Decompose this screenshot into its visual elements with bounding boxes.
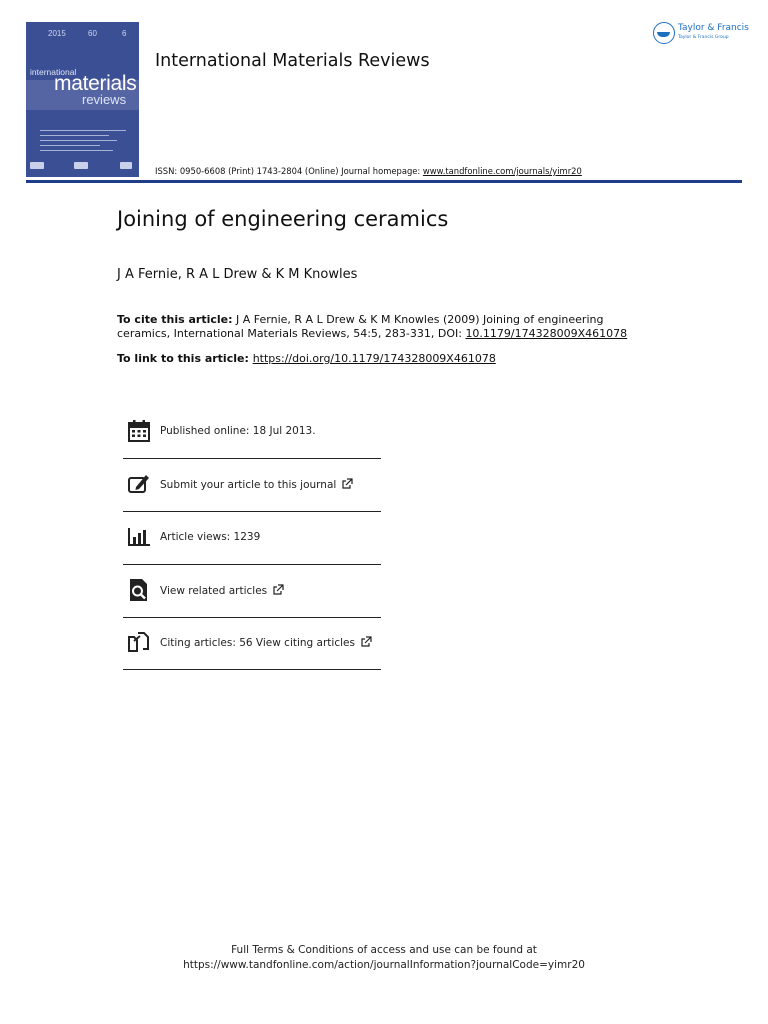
article-link-line [117,352,496,365]
cover-year: 2015 [48,29,66,38]
article-views-item [123,512,381,565]
publisher-name: Taylor & Francis [678,23,749,33]
publisher-logo[interactable] [653,22,749,46]
related-articles-item[interactable] [123,565,381,618]
link-label: To link to this article: [117,352,253,365]
cover-issue: 6 [122,29,127,38]
search-document-icon [127,578,151,602]
journal-title: International Materials Reviews [155,51,430,71]
cover-text-lines [40,130,126,155]
external-link-icon [272,584,284,596]
external-link-icon [360,636,372,648]
cover-title-bottom: reviews [82,92,127,107]
calendar-icon [127,419,151,443]
citing-icon [127,630,151,654]
published-online-item [123,406,381,459]
issn-text: ISSN: 0950-6608 (Print) 1743-2804 (Online) Journal homepage: [155,166,423,176]
external-link-icon [341,478,353,490]
citing-articles-item[interactable] [123,617,381,670]
related-articles-label: View related articles [160,585,268,597]
article-views-text: Article views: 1239 [160,531,261,543]
taylor-francis-logo-icon [653,22,675,44]
terms-footer [0,943,768,973]
article-url-link[interactable]: https://doi.org/10.1179/174328009X461078 [252,352,496,365]
journal-homepage-link[interactable]: www.tandfonline.com/journals/yimr20 [422,166,582,176]
cite-label: To cite this article: [117,313,233,326]
submit-article-label: Submit your article to this journal [160,479,337,491]
cover-title-main: materials [54,72,137,95]
submit-article-item[interactable] [123,459,381,512]
bar-chart-icon [127,525,151,549]
article-title: Joining of engineering ceramics [117,207,449,231]
cover-title-top: international [30,67,77,77]
issn-line [155,166,582,176]
related-articles-text[interactable] [160,584,284,597]
cover-volume: 60 [88,29,97,38]
doi-link[interactable]: 10.1179/174328009X461078 [465,327,628,340]
submit-article-text[interactable] [160,478,353,491]
edit-icon [127,472,151,496]
citing-articles-label: Citing articles: 56 View citing articles [160,637,355,649]
article-authors: J A Fernie, R A L Drew & K M Knowles [117,267,358,282]
publisher-subname: Taylor & Francis Group [678,35,729,40]
journal-cover-image [26,22,139,177]
published-online-text: Published online: 18 Jul 2013. [160,425,316,437]
citation-block [117,313,657,341]
citing-articles-text[interactable] [160,636,372,649]
header-divider [26,180,742,183]
terms-line-1: Full Terms & Conditions of access and use can be found at [231,944,537,956]
cite-text: J A Fernie, R A L Drew & K M Knowles (2009) Joining of engineering ceramics, International Materials Reviews, 54:5, 283-331, DOI: [117,313,604,340]
terms-line-2[interactable]: https://www.tandfonline.com/action/journalInformation?journalCode=yimr20 [183,959,585,971]
cover-footer-logos [26,158,139,177]
